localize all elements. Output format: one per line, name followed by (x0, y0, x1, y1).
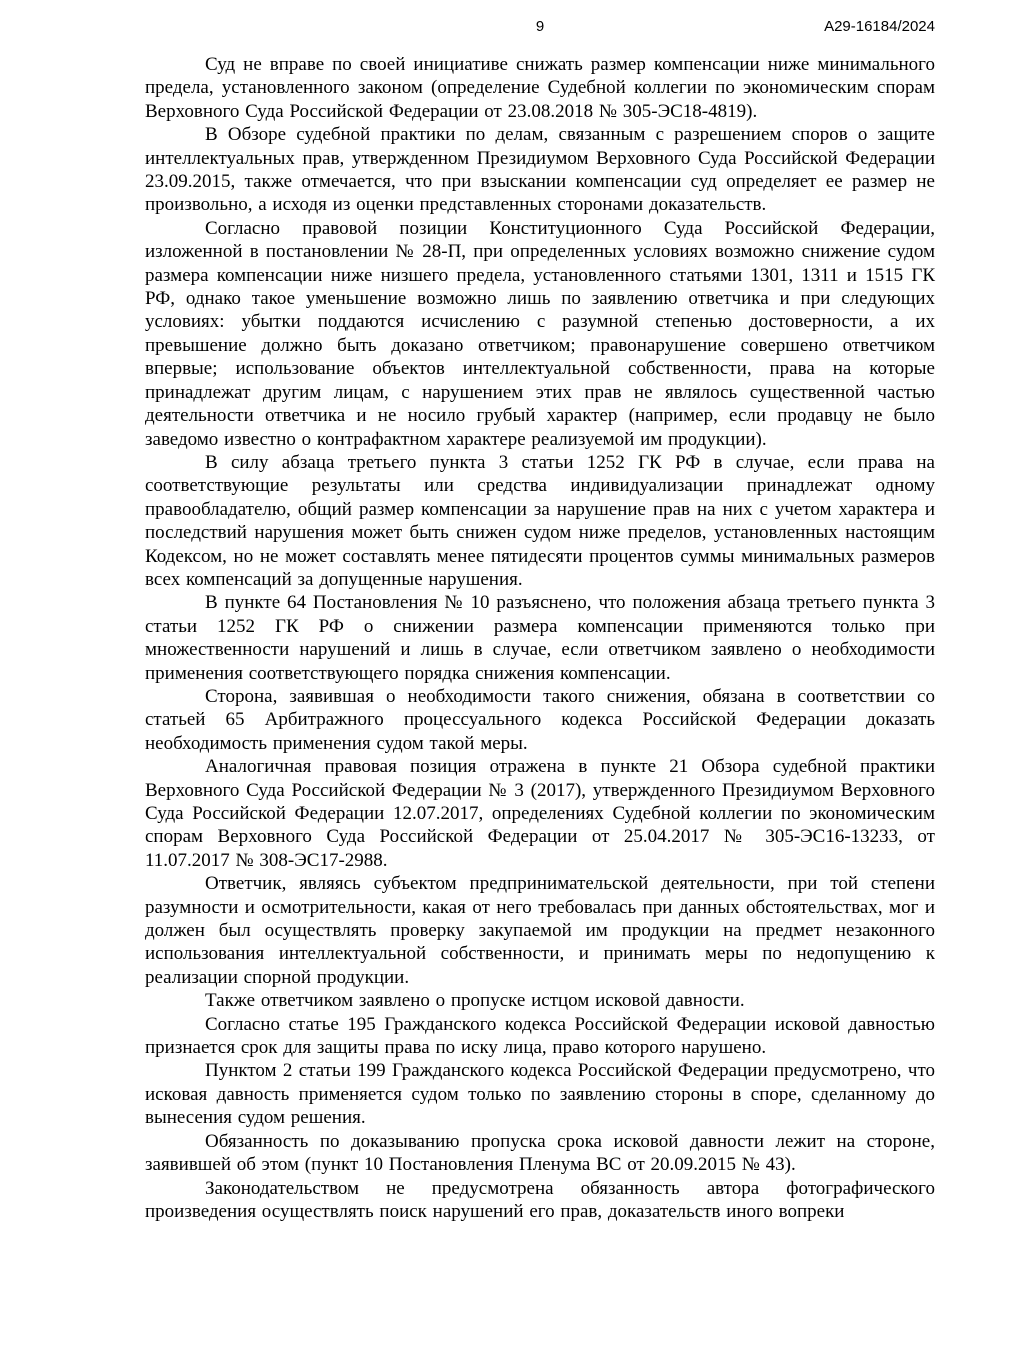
page-header (145, 16, 935, 38)
paragraph: Также ответчиком заявлено о пропуске истцом исковой давности. (205, 990, 745, 1012)
case-number: А29-16184/2024 (824, 18, 935, 35)
paragraph: Сторона, заявившая о необходимости такого снижения, обязана в соответствии со статьей 65 Арбитражного процессуального кодекса Российской Федерации доказать необходимость применения судом такой меры. (145, 685, 935, 754)
paragraph: Обязанность по доказыванию пропуска срока исковой давности лежит на стороне, заявившей об этом (пункт 10 Постановления Пленума ВС от 20.09.2015 № 43). (145, 1130, 935, 1176)
paragraph: Пунктом 2 статьи 199 Гражданского кодекса Российской Федерации предусмотрено, что исковая давность применяется судом только по заявлению стороны в споре, сделанному до вынесения судом решения. (145, 1060, 935, 1129)
paragraph: Суд не вправе по своей инициативе снижать размер компенсации ниже минимального предела, установленного законом (определение Судебной коллегии по экономическим спорам Верховного Суда Российской Федерации от 23.08.2018 № 305-ЭС18-4819). (145, 54, 935, 122)
paragraph: Аналогичная правовая позиция отражена в пункте 21 Обзора судебной практики Верховного Суда Российской Федерации № 3 (2017), утвержденного Президиумом Верховного Суда Российской Федерации 12.07.2017, определениях Судебной коллегии по экономическим спорам Верховного Суда Российской Федерации от 25.04.2017 № 305-ЭС16-13233, от 11.07.2017 № 308-ЭС17-2988. (145, 756, 935, 871)
paragraph: Согласно правовой позиции Конституционного Суда Российской Федерации, изложенной в постановлении № 28-П, при определенных условиях возможно снижение судом размера компенсации ниже низшего предела, установленного статьями 1301, 1311 и 1515 ГК РФ, однако такое уменьшение возможно лишь по заявлению ответчика и при следующих условиях: убытки поддаются исчислению с разумной степенью достоверности, а их превышение должно быть доказано ответчиком; правонарушение совершено ответчиком впервые; использование объектов интеллектуальной собственности, права на которые принадлежат другим лицам, с нарушением этих прав не являлось существенной частью деятельности ответчика и не носило грубый характер (например, если продавцу не было заведомо известно о контрафактном характере реализуемой им продукции). (145, 217, 935, 450)
paragraph: Согласно статье 195 Гражданского кодекса Российской Федерации исковой давностью признается срок для защиты права по иску лица, право которого нарушено. (145, 1013, 935, 1059)
paragraph: Ответчик, являясь субъектом предпринимательской деятельности, при той степени разумности и осмотрительности, какая от него требовалась при данных обстоятельствах, мог и должен был осуществлять проверку закупаемой им продукции на предмет незаконного использования интеллектуальной собственности, и принимать меры по недопущению к реализации спорной продукции. (145, 873, 935, 988)
document-body (145, 53, 935, 1223)
page-number: 9 (535, 18, 545, 35)
paragraph: В пункте 64 Постановления № 10 разъяснено, что положения абзаца третьего пункта 3 статьи 1252 ГК РФ о снижении размера компенсации применяются только при множественности нарушений и лишь в случае, если ответчиком заявлено о необходимости применения соответствующего порядка снижения компенсации. (145, 592, 935, 684)
paragraph: В Обзоре судебной практики по делам, связанным с разрешением споров о защите интеллектуальных прав, утвержденном Президиумом Верховного Суда Российской Федерации 23.09.2015, также отмечается, что при взыскании компенсации суд определяет ее размер не произвольно, а исходя из оценки представленных сторонами доказательств. (145, 124, 935, 216)
paragraph: В силу абзаца третьего пункта 3 статьи 1252 ГК РФ в случае, если права на соответствующие результаты или средства индивидуализации принадлежат одному правообладателю, общий размер компенсации за нарушение прав на них с учетом характера и последствий нарушения может быть снижен судом ниже пределов, установленных настоящим Кодексом, но не может составлять менее пятидесяти процентов суммы минимальных размеров всех компенсаций за допущенные нарушения. (145, 451, 935, 590)
paragraph: Законодательством не предусмотрена обязанность автора фотографического произведения осуществлять поиск нарушений его прав, доказательств иного вопреки (145, 1177, 935, 1222)
